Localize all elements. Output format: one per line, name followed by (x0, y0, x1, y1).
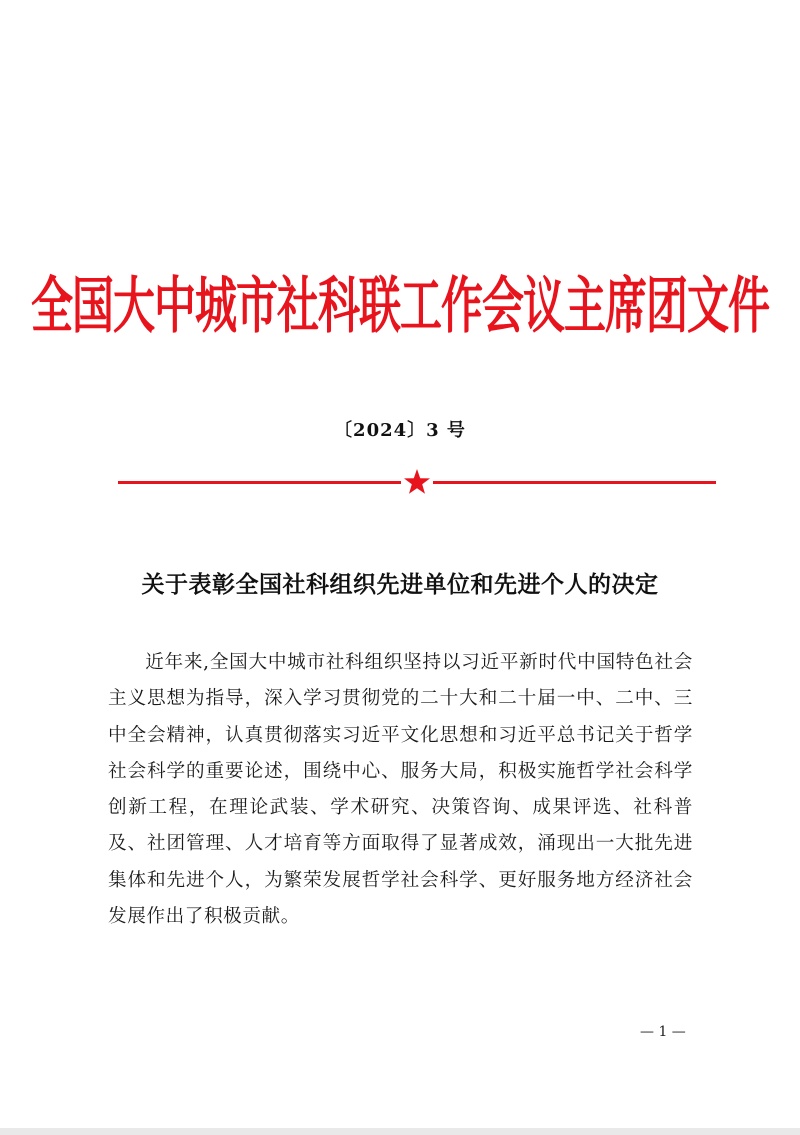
document-title: 关于表彰全国社科组织先进单位和先进个人的决定 (141, 572, 659, 598)
star-icon (403, 468, 431, 496)
body-paragraph: 近年来,全国大中城市社科组织坚持以习近平新时代中国特色社会主义思想为指导，深入学习贯彻党的二十大和二十届一中、二中、三中全会精神，认真贯彻落实习近平文化思想和习近平总书记关于哲学社会科学的重要论述，围绕中心、服务大局，积极实施哲学社会科学创新工程，在理论武装、学术研究、决策咨询、成果评选、社科普及、社团管理、人才培育等方面取得了显著成效，涌现出一大批先进集体和先进个人，为繁荣发展哲学社会科学、更好服务地方经济社会发展作出了积极贡献。 (108, 652, 693, 928)
document-masthead: 全国大中城市社科联工作会议主席团文件 (30, 269, 769, 341)
page-number: — 1 — (640, 1024, 686, 1040)
red-rule-left (118, 481, 401, 484)
document-number: 〔2024〕3 号 (334, 420, 466, 441)
bottom-strip (0, 1128, 800, 1135)
red-rule-right (433, 481, 716, 484)
